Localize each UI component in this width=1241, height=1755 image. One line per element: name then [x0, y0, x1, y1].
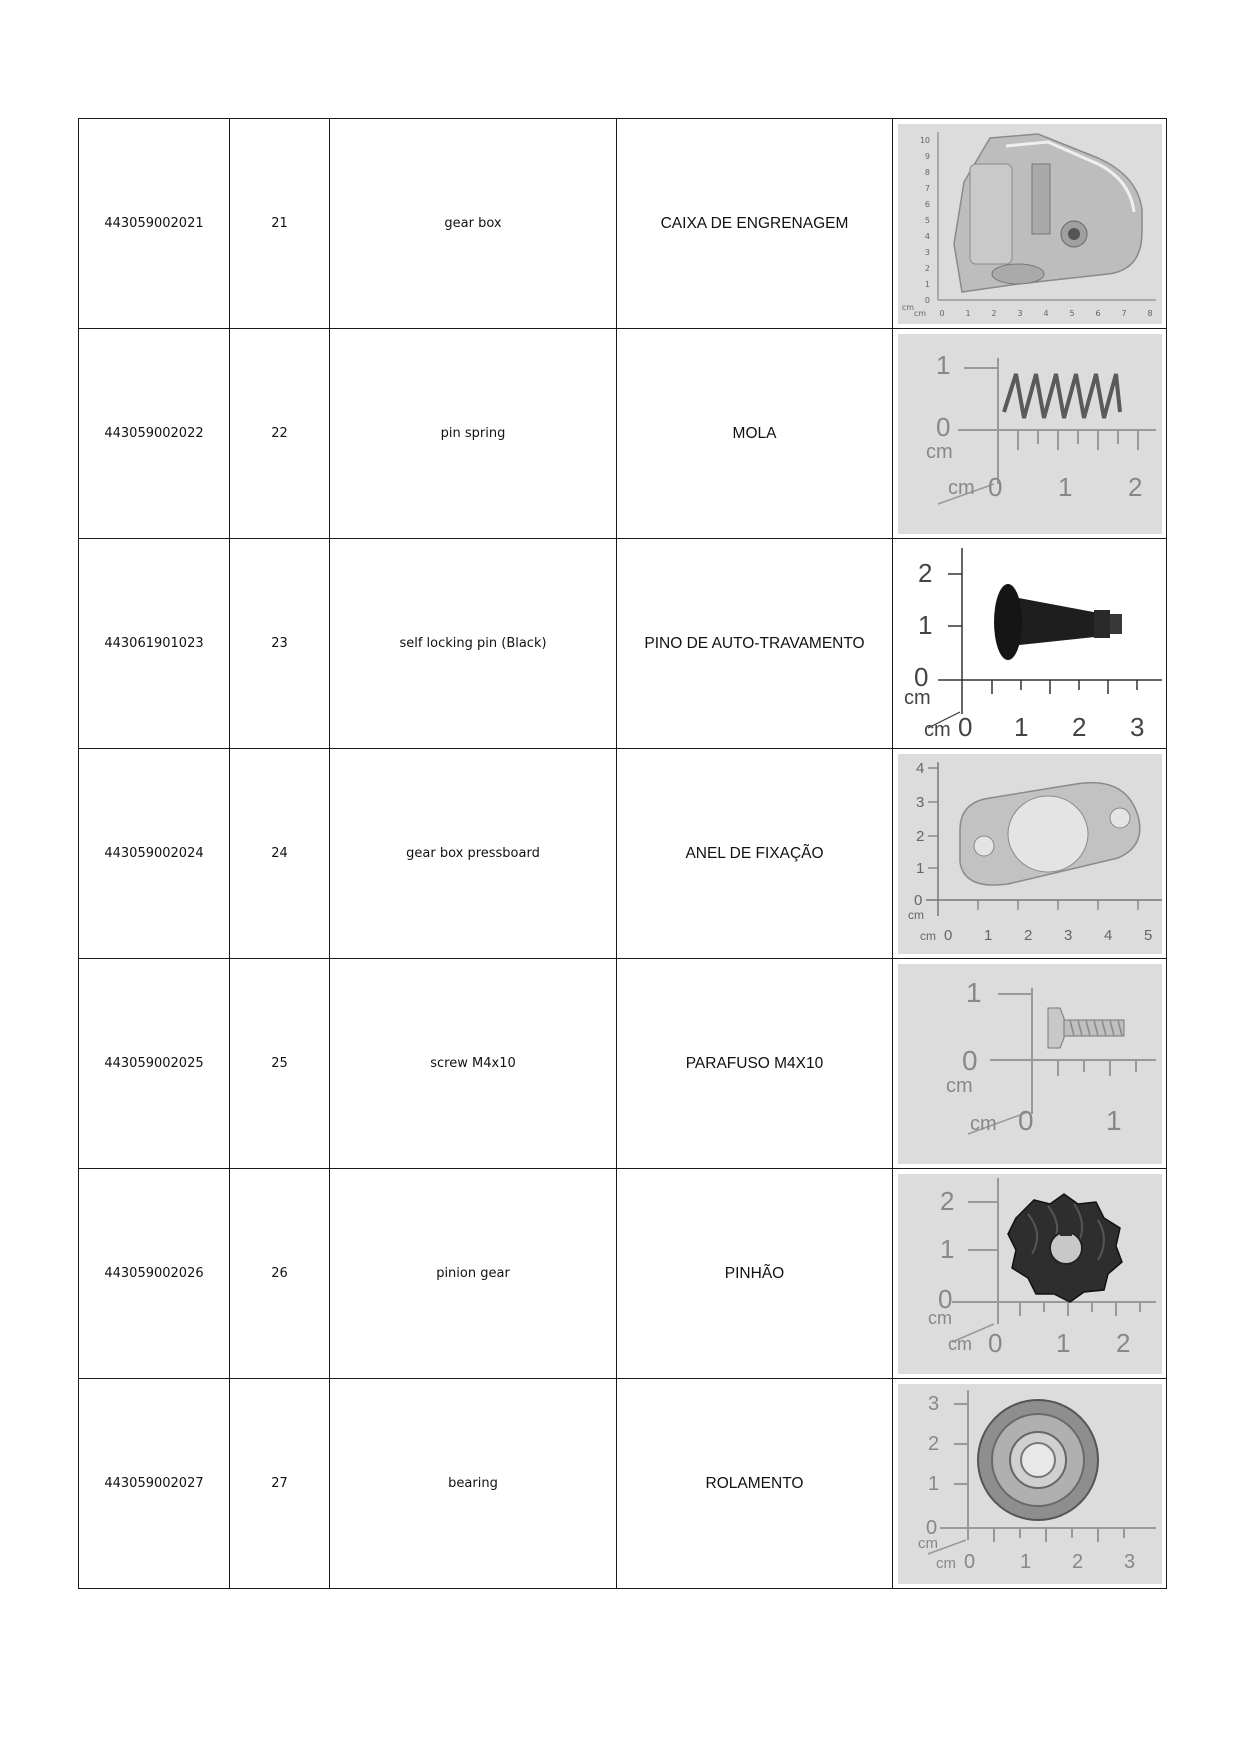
part-code: 443059002027	[79, 1379, 230, 1589]
svg-text:4: 4	[924, 231, 930, 241]
svg-text:4: 4	[1103, 926, 1112, 944]
part-number: 26	[230, 1169, 330, 1379]
parts-table	[78, 118, 1167, 1589]
part-name-en: gear box	[330, 119, 617, 329]
part-number: 24	[230, 749, 330, 959]
svg-text:1: 1	[917, 609, 932, 640]
svg-text:1: 1	[1105, 1104, 1122, 1136]
screw-photo	[898, 964, 1162, 1164]
svg-text:cm: cm	[947, 1333, 972, 1354]
svg-text:3: 3	[1016, 308, 1023, 318]
svg-text:3: 3	[924, 247, 930, 257]
svg-text:cm: cm	[907, 907, 924, 922]
svg-text:cm: cm	[923, 718, 951, 741]
svg-text:cm: cm	[919, 928, 936, 943]
svg-text:cm: cm	[901, 302, 914, 312]
svg-text:1: 1	[965, 976, 982, 1008]
part-name-en: pin spring	[330, 329, 617, 539]
svg-text:cm: cm	[913, 308, 926, 318]
bearing-photo	[898, 1384, 1162, 1584]
pinion-photo	[898, 1174, 1162, 1374]
plate-photo	[898, 754, 1162, 954]
part-name-pt: PINHÃO	[617, 1169, 893, 1379]
svg-text:9: 9	[924, 151, 930, 161]
gear-box-photo	[898, 124, 1162, 324]
table-row	[79, 329, 1167, 539]
svg-text:8: 8	[1146, 308, 1153, 318]
svg-text:2: 2	[915, 827, 924, 845]
svg-text:8: 8	[924, 167, 930, 177]
svg-text:4: 4	[1042, 308, 1049, 318]
svg-text:3: 3	[1123, 1550, 1135, 1573]
svg-text:2: 2	[1115, 1327, 1130, 1358]
svg-text:2: 2	[1023, 926, 1032, 944]
svg-text:0: 0	[913, 661, 928, 692]
svg-text:3: 3	[927, 1392, 939, 1415]
part-number: 21	[230, 119, 330, 329]
part-code: 443059002025	[79, 959, 230, 1169]
svg-text:0: 0	[913, 891, 922, 909]
part-name-en: screw M4x10	[330, 959, 617, 1169]
part-photo	[893, 1379, 1167, 1589]
svg-text:cm: cm	[927, 1307, 952, 1328]
svg-text:5: 5	[1143, 926, 1152, 944]
part-photo	[893, 539, 1167, 749]
svg-text:6: 6	[924, 199, 930, 209]
part-name-en: bearing	[330, 1379, 617, 1589]
svg-text:2: 2	[1127, 471, 1142, 502]
part-code: 443061901023	[79, 539, 230, 749]
table-row	[79, 119, 1167, 329]
svg-text:6: 6	[1094, 308, 1101, 318]
svg-text:7: 7	[924, 183, 930, 193]
part-name-pt: CAIXA DE ENGRENAGEM	[617, 119, 893, 329]
part-number: 27	[230, 1379, 330, 1589]
svg-text:3: 3	[1129, 711, 1144, 742]
svg-text:1: 1	[1019, 1550, 1031, 1573]
part-photo	[893, 119, 1167, 329]
svg-text:3: 3	[915, 793, 924, 811]
svg-text:cm: cm	[945, 1074, 973, 1097]
svg-text:1: 1	[924, 279, 930, 289]
svg-text:0: 0	[987, 471, 1002, 502]
svg-text:cm: cm	[917, 1534, 938, 1552]
svg-text:cm: cm	[947, 476, 975, 499]
part-number: 25	[230, 959, 330, 1169]
svg-text:2: 2	[917, 557, 932, 588]
svg-text:1: 1	[935, 349, 950, 380]
part-name-en: pinion gear	[330, 1169, 617, 1379]
part-code: 443059002024	[79, 749, 230, 959]
part-photo	[893, 1169, 1167, 1379]
svg-text:cm: cm	[935, 1554, 956, 1572]
part-name-pt: MOLA	[617, 329, 893, 539]
svg-text:0: 0	[963, 1550, 975, 1573]
spring-photo	[898, 334, 1162, 534]
svg-text:1: 1	[964, 308, 971, 318]
part-code: 443059002021	[79, 119, 230, 329]
part-photo	[893, 959, 1167, 1169]
table-row	[79, 1169, 1167, 1379]
svg-text:7: 7	[1120, 308, 1127, 318]
svg-text:0: 0	[957, 711, 972, 742]
part-name-pt: PINO DE AUTO-TRAVAMENTO	[617, 539, 893, 749]
table-row	[79, 539, 1167, 749]
svg-text:0: 0	[961, 1044, 978, 1076]
table-row	[79, 959, 1167, 1169]
part-photo	[893, 749, 1167, 959]
svg-text:1: 1	[1057, 471, 1072, 502]
part-name-pt: ROLAMENTO	[617, 1379, 893, 1589]
svg-text:0: 0	[987, 1327, 1002, 1358]
svg-text:5: 5	[924, 215, 930, 225]
svg-text:cm: cm	[969, 1112, 997, 1135]
svg-text:1: 1	[939, 1233, 954, 1264]
svg-text:0: 0	[925, 1516, 937, 1539]
svg-text:4: 4	[915, 759, 924, 777]
part-code: 443059002026	[79, 1169, 230, 1379]
svg-text:0: 0	[935, 411, 950, 442]
svg-text:cm: cm	[903, 686, 931, 709]
part-name-pt: ANEL DE FIXAÇÃO	[617, 749, 893, 959]
svg-text:1: 1	[1013, 711, 1028, 742]
svg-text:2: 2	[990, 308, 997, 318]
part-number: 22	[230, 329, 330, 539]
svg-text:3: 3	[1063, 926, 1072, 944]
svg-text:2: 2	[1071, 711, 1086, 742]
pin-photo	[898, 544, 1162, 744]
part-code: 443059002022	[79, 329, 230, 539]
bearing-shape	[978, 1400, 1098, 1520]
part-name-en: self locking pin (Black)	[330, 539, 617, 749]
part-photo	[893, 329, 1167, 539]
svg-text:1: 1	[927, 1472, 939, 1495]
svg-text:1: 1	[983, 926, 992, 944]
part-number: 23	[230, 539, 330, 749]
part-name-en: gear box pressboard	[330, 749, 617, 959]
svg-text:1: 1	[915, 859, 924, 877]
svg-text:0: 0	[924, 295, 930, 305]
svg-text:1: 1	[1055, 1327, 1070, 1358]
table-row	[79, 749, 1167, 959]
svg-text:0: 0	[1017, 1104, 1034, 1136]
svg-text:2: 2	[939, 1185, 954, 1216]
svg-text:2: 2	[927, 1432, 939, 1455]
svg-text:2: 2	[1071, 1550, 1083, 1573]
svg-text:0: 0	[943, 926, 952, 944]
svg-text:5: 5	[1068, 308, 1075, 318]
table-row	[79, 1379, 1167, 1589]
svg-text:10: 10	[919, 135, 930, 145]
svg-text:0: 0	[938, 308, 945, 318]
part-name-pt: PARAFUSO M4X10	[617, 959, 893, 1169]
svg-text:cm: cm	[925, 440, 953, 463]
svg-text:2: 2	[924, 263, 930, 273]
svg-text:0: 0	[937, 1283, 952, 1314]
